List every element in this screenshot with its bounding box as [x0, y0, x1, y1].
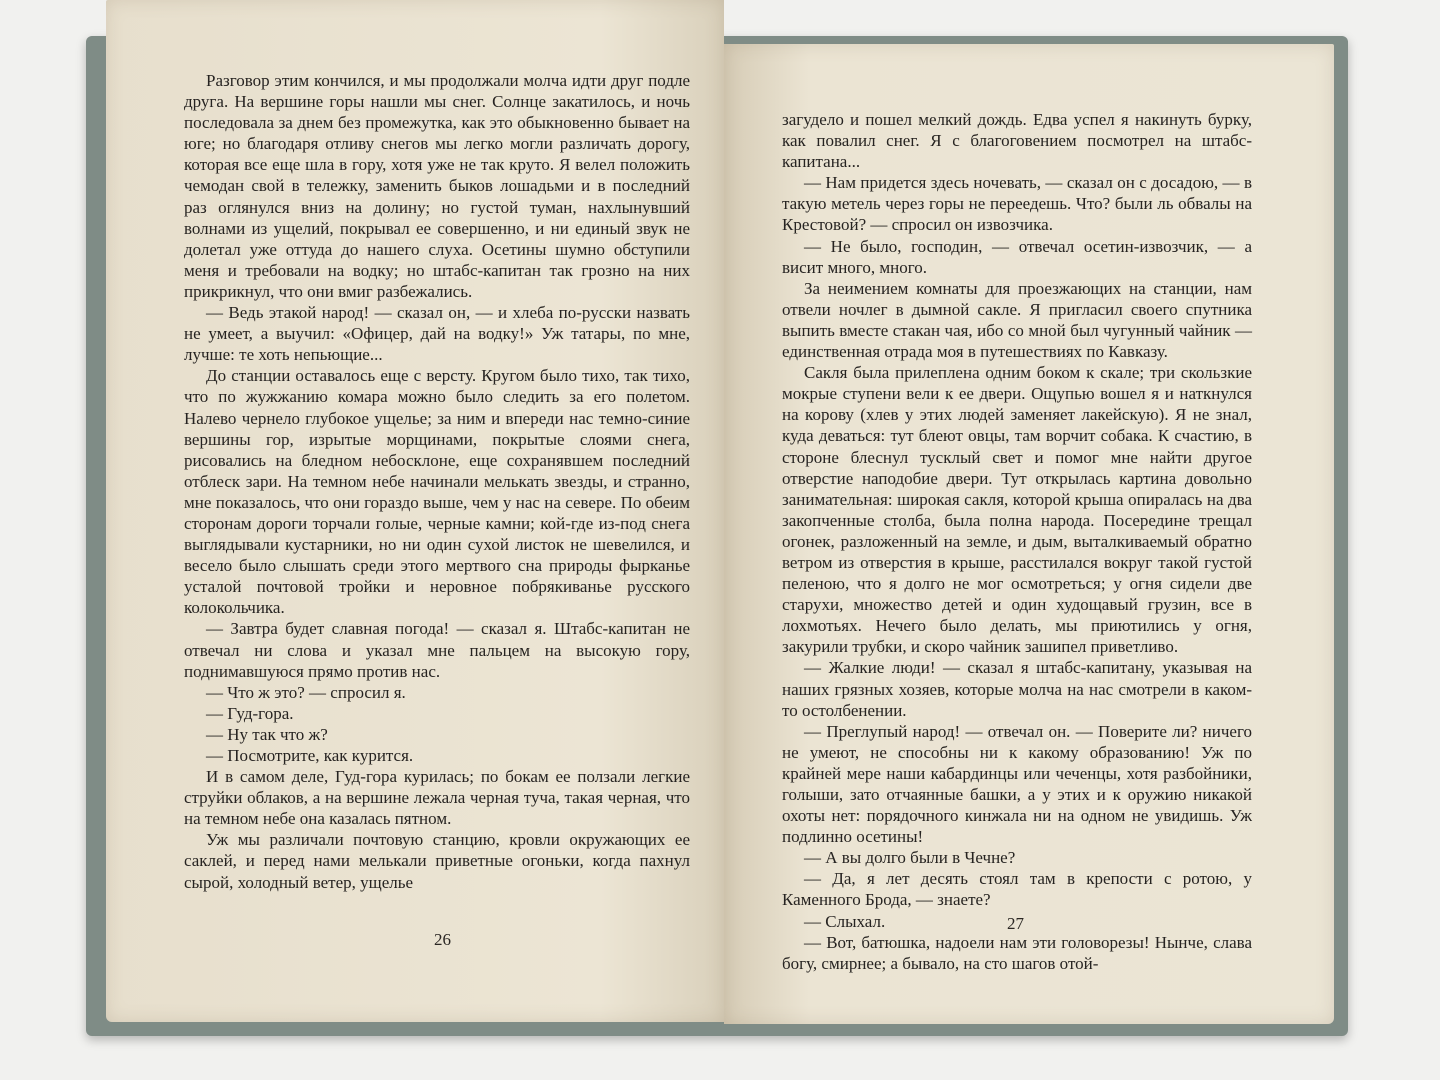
- paragraph: И в самом деле, Гуд-гора курилась; по бокам ее ползали легкие струйки облаков, а на вершине лежала черная туча, такая черная, что на темном небе она казалась пятном.: [184, 767, 690, 829]
- page-number: 27: [1007, 914, 1024, 933]
- paragraph: — Ведь этакой народ! — сказал он, — и хлеба по-русски назвать не умеет, а выучил: «Офицер, дай на водку!» Уж татары, по мне, лучше: те хоть непьющие...: [184, 303, 690, 365]
- page-number: 26: [434, 930, 451, 949]
- paragraph: Разговор этим кончился, и мы продолжали молча идти друг подле друга. На вершине горы нашли мы снег. Солнце закатилось, и ночь последовала за днем без промежутка, как это обыкновенно бывает на юге; но благодаря отливу снегов мы легко могли различать дорогу, которая все еще шла в гору, хотя уже не так круто. Я велел положить чемодан свой в тележку, заменить быков лошадьми и в последний раз оглянулся вниз на долину; но густой туман, нахлынувший волнами из ущелий, покрывал ее совершенно, и ни единый звук не долетал уже оттуда до нашего слуха. Осетины шумно обступили меня и требовали на водку; но штабс-капитан так грозно на них прикрикнул, что они вмиг разбежались.: [184, 71, 690, 301]
- paragraph: Уж мы различали почтовую станцию, кровли окружающих ее саклей, и перед нами мелькали приветные огоньки, когда пахнул сырой, холодный ветер, ущелье: [184, 830, 690, 892]
- paragraph: Сакля была прилеплена одним боком к скале; три скользкие мокрые ступени вели к ее двери. Ощупью вошел я и наткнулся на корову (хлев у этих людей заменяет лакейскую). Я не знал, куда деваться: тут блеют овцы, там ворчит собака. К счастию, в стороне блеснул тусклый свет и помог мне найти другое отверстие наподобие двери. Тут открылась картина довольно занимательная: широкая сакля, которой крыша опиралась на два закопченные столба, была полна народа. Посередине трещал огонек, разложенный на земле, и дым, выталкиваемый обратно ветром из отверстия в крыше, расстилался вокруг такой густой пеленою, что я долго не мог осмотреться; у огня сидели две старухи, множество детей и один худощавый грузин, все в лохмотьях. Нечего было делать, мы приютились у огня, закурили трубки, и скоро чайник зашипел приветливо.: [782, 363, 1252, 657]
- right-page-text: [782, 109, 1252, 974]
- paragraph: — Нам придется здесь ночевать, — сказал он с досадою, — в такую метель через горы не переедешь. Что? были ль обвалы на Крестовой? — спросил он извозчика.: [782, 173, 1252, 235]
- paragraph: — Вот, батюшка, надоели нам эти головорезы! Нынче, слава богу, смирнее; а бывало, на сто шагов отой-: [782, 932, 1252, 973]
- paragraph: До станции оставалось еще с версту. Кругом было тихо, так тихо, что по жужжанию комара можно было следить за его полетом. Налево чернело глубокое ущелье; за ним и впереди нас темно-синие вершины гор, изрытые морщинами, покрытые слоями снега, рисовались на бледном небосклоне, еще сохранявшем последний отблеск зари. На темном небе начинали мелькать звезды, и странно, мне показалось, что они гораздо выше, чем у нас на севере. По обеим сторонам дороги торчали голые, черные камни; кой-где из-под снега выглядывали кустарники, но ни один сухой листок не шевелился, и весело было слышать среди этого мертвого сна природы фырканье усталой почтовой тройки и неровное побрякиванье русского колокольчика.: [184, 366, 690, 618]
- paragraph: — Что ж это? — спросил я.: [206, 682, 406, 702]
- paragraph: — Не было, господин, — отвечал осетин-извозчик, — а висит много, много.: [782, 236, 1252, 277]
- paragraph: — Да, я лет десять стоял там в крепости с ротою, у Каменного Брода, — знаете?: [782, 869, 1252, 910]
- paragraph: — А вы долго были в Чечне?: [804, 848, 1016, 868]
- paragraph: — Завтра будет славная погода! — сказал я. Штабс-капитан не отвечал ни слова и указал мне пальцем на высокую гору, поднимавшуюся прямо против нас.: [184, 619, 690, 681]
- paragraph: загудело и пошел мелкий дождь. Едва успел я накинуть бурку, как повалил снег. Я с благоговением посмотрел на штабс-капитана...: [782, 110, 1252, 172]
- paragraph: — Слыхал.: [804, 911, 886, 931]
- paragraph: За неимением комнаты для проезжающих на станции, нам отвели ночлег в дымной сакле. Я пригласил своего спутника выпить вместе стакан чая, ибо со мной был чугунный чайник — единственная отрада моя в путешествиях по Кавказу.: [782, 278, 1252, 362]
- left-page-text: [184, 70, 690, 893]
- paragraph: — Гуд-гора.: [206, 703, 294, 723]
- paragraph: — Ну так что ж?: [206, 724, 328, 744]
- left-page: [106, 0, 724, 1022]
- paragraph: — Посмотрите, как курится.: [206, 746, 414, 765]
- paragraph: — Жалкие люди! — сказал я штабс-капитану, указывая на наших грязных хозяев, которые молча на нас смотрели в каком-то остолбенении.: [782, 658, 1252, 720]
- paragraph: — Преглупый народ! — отвечал он. — Поверите ли? ничего не умеют, не способны ни к какому образованию! Уж по крайней мере наши кабардинцы или чеченцы, хотя разбойники, голыши, зато отчаянные башки, а у этих и к оружию никакой охоты нет: порядочного кинжала ни на одном не увидишь. Уж подлинно осетины!: [782, 721, 1252, 847]
- right-page: [724, 44, 1334, 1024]
